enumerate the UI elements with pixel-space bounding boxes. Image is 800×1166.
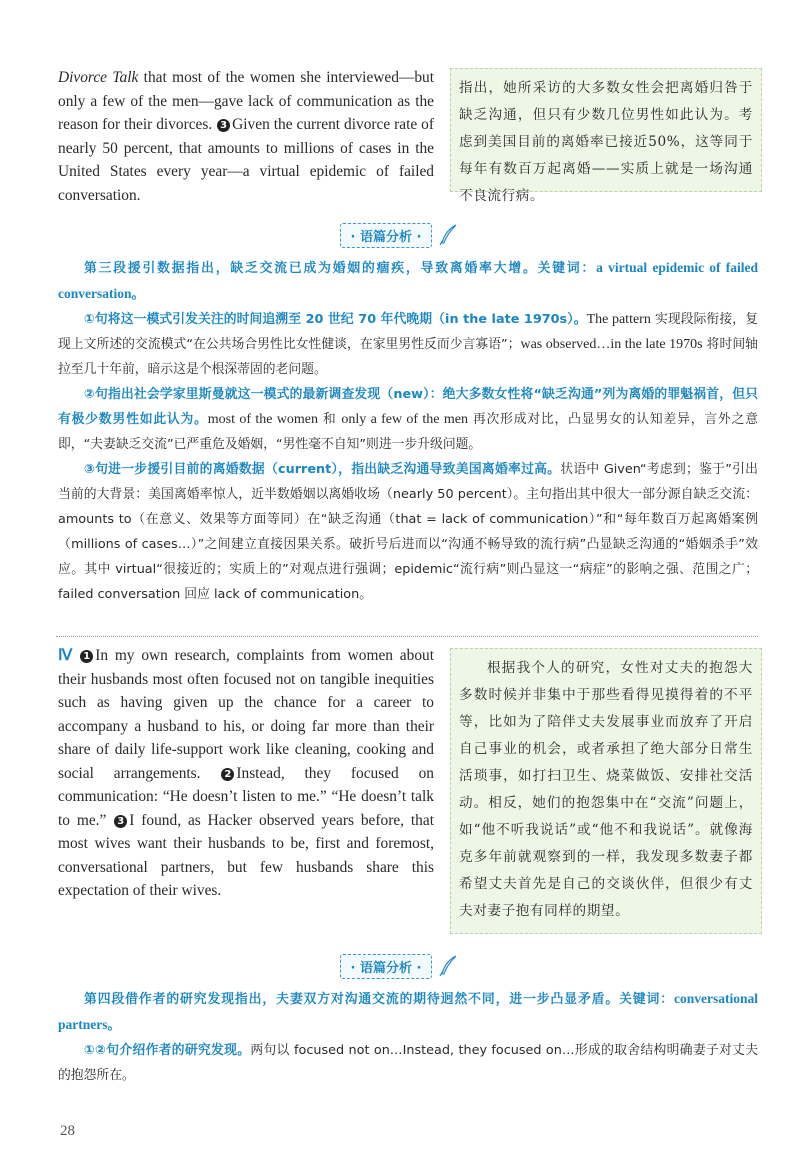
analysis-summary: 第四段借作者的研究发现指出，夫妻双方对沟通交流的期待迥然不同，进一步凸显矛盾。关键词： [84, 992, 674, 1007]
section4-analysis [58, 986, 758, 1088]
sentence-note-highlight: ②句指出社会学家里斯曼就这一模式的最新调查发现（new）：绝大多数女性将“缺乏沟通”列为离婚的罪魁祸首，但只有极少数男性如此认为。 [58, 387, 758, 427]
analysis-summary: 第三段援引数据指出，缺乏交流已成为婚姻的痼疾，导致离婚率大增。关键词： [84, 261, 597, 276]
sentence-number-badge: 1 [80, 650, 93, 663]
analysis-text: 实现段际衔接，复现上文所述的交流模式“在公共场合男性比女性健谈，在家里男性反而少言寡语”； [58, 312, 758, 352]
analysis-header [0, 223, 800, 248]
sentence-text: In my own research, complaints from women about their husbands most often focused not on tangible inequities such as having given up the chance for a career to accompany a husband to his, or doing far more than their share of daily life-support work like cleaning, cooking and social arrangements. [58, 647, 434, 782]
analysis-paragraph [58, 986, 758, 1038]
book-title: Divorce Talk [58, 69, 139, 86]
analysis-header [0, 954, 800, 979]
keyword: conversational partners [58, 991, 758, 1032]
sentence-text: I found, as Hacker observed years before, that most wives want their husbands to be, first and foremost, conversational partners, but few husbands share this expectation of their wives. [58, 811, 434, 899]
sentence-note-highlight: ①②句介绍作者的研究发现。 [84, 1043, 251, 1058]
english-phrase: most of the women [207, 412, 318, 427]
translation-text: 指出，她所采访的大多数女性会把离婚归咎于缺乏沟通，但只有少数几位男性如此认为。考虑到美国目前的离婚率已接近50%，这等同于每年有数百万起离婚——实质上就是一场沟通不良流行病。 [459, 80, 753, 204]
analysis-paragraph [58, 307, 758, 382]
analysis-text: 两句以 focused not on…Instead, they focused on…形成的取舍结构明确妻子对丈夫的抱怨所在。 [58, 1043, 758, 1083]
analysis-badge-label: · 语篇分析 · [350, 961, 422, 976]
paragraph-roman-numeral: Ⅳ [58, 647, 76, 664]
section3-translation-box [450, 68, 762, 204]
analysis-text: 再次形成对比，凸显男女的认知差异，言外之意即，“夫妻缺乏交流”已严重危及婚姻，“男性毫不自知”则进一步升级问题。 [58, 412, 758, 452]
analysis-badge [340, 223, 433, 248]
section4-translation-box [450, 648, 762, 934]
quill-pen-icon [436, 954, 460, 978]
section4-english [58, 644, 434, 903]
punctuation: 。 [131, 287, 145, 302]
sentence-text: that most of the women she interviewed—but only a few of the men—gave lack of communication as the reason for their divorces. [58, 69, 434, 133]
english-phrase: The pattern [586, 312, 651, 327]
analysis-paragraph [58, 457, 758, 607]
sentence-text: Given the current divorce rate of nearly 50 percent, that amounts to millions of cases in the United States every year—a virtual epidemic of failed conversation. [58, 116, 434, 204]
analysis-text: 状语中 Given“考虑到；鉴于”引出当前的大背景：美国离婚率惊人，近半数婚姻以离婚收场（nearly 50 percent）。主句指出其中很大一部分源自缺乏交流：amounts to（在意义、效果等方面等同）在“缺乏沟通（that = lack of communication）”和“每年数百万起离婚案例（millions of cases…）”之间建立直接因果关系。破折号后进而以“沟通不畅导致的流行病”凸显缺乏沟通的“婚姻杀手”效应。其中 virtual“很接近的；实质上的”对观点进行强调；epidemic“流行病”则凸显这一“病症”的影响之强、范围之广；failed conversation 回应 lack of communication。 [58, 462, 758, 602]
english-phrase: only a few of the men [341, 412, 468, 427]
quill-pen-icon [436, 223, 460, 247]
section3-english [58, 66, 434, 207]
section-divider [56, 636, 758, 637]
keyword: a virtual epidemic of failed conversation [58, 260, 758, 301]
sentence-number-badge: 3 [217, 119, 230, 132]
punctuation: 。 [107, 1018, 121, 1033]
analysis-paragraph [58, 255, 758, 307]
sentence-note-highlight: ①句将这一模式引发关注的时间追溯至 20 世纪 70 年代晚期（in the late 1970s）。 [84, 312, 587, 327]
analysis-badge-label: · 语篇分析 · [350, 230, 422, 245]
sentence-number-badge: 2 [221, 768, 234, 781]
sentence-number-badge: 3 [114, 815, 127, 828]
analysis-text: 和 [317, 412, 342, 427]
english-phrase: was observed…in the late 1970s [520, 337, 703, 352]
analysis-text: 将时间轴拉至几十年前，暗示这是个根深蒂固的老问题。 [58, 337, 758, 377]
analysis-paragraph [58, 382, 758, 457]
sentence-text: Instead, they focused on communication: “He doesn’t listen to me.” “He doesn’t talk to me.” [58, 764, 434, 829]
translation-text: 根据我个人的研究，女性对丈夫的抱怨大多数时候并非集中于那些看得见摸得着的不平等，比如为了陪伴丈夫发展事业而放弃了开启自己事业的机会，或者承担了绝大部分日常生活琐事，如打扫卫生、烧菜做饭、安排社交活动。相反，她们的抱怨集中在“交流”问题上，如“他不听我说话”或“他不和我说话”。就像海克多年前就观察到的一样，我发现多数妻子都希望丈夫首先是自己的交谈伙伴，但很少有丈夫对妻子抱有同样的期望。 [459, 660, 753, 919]
sentence-note-highlight: ③句进一步援引目前的离婚数据（current），指出缺乏沟通导致美国离婚率过高。 [84, 462, 561, 477]
analysis-badge [340, 954, 433, 979]
analysis-paragraph [58, 1038, 758, 1088]
page-number: 28 [60, 1123, 75, 1139]
section3-analysis [58, 255, 758, 607]
